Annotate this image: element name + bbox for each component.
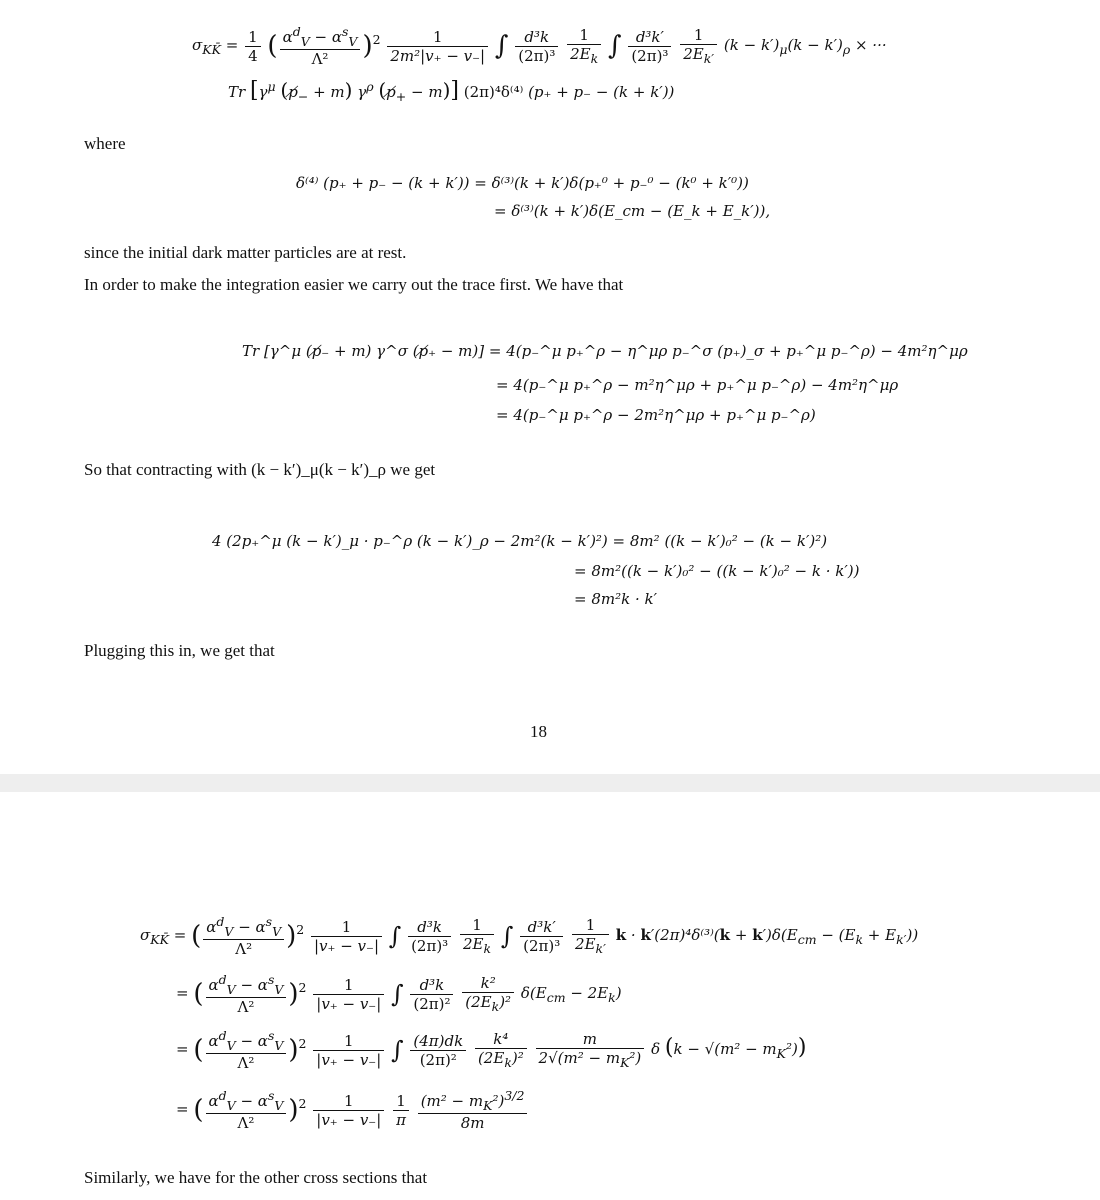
equation-trace xyxy=(242,338,968,438)
equation-cross-section-definition: $\sigma_{KK̄}$ = $\frac{1}{4}$ ( $\frac{\alpha^d_V - \alpha^s_V}{\text{Λ²}}$ )$^2$ $\frac{1}{\text{2m²|v₊ − v₋|}}$ ∫ $\frac{\text{d³k}}{\text{(2π)³}}$ $\frac{1}{2E_k}$ ∫ $\frac{\text{d³k′}}{\text{(2π)³}}$ $\frac{1}{2E_{k'}}$ $(k - k')_\mu(k - k')_\rho$ × ··· Tr [$\gamma^\mu$ $(p̸_- + m)$ $\gamma^\rho$ $(p̸_+ - m)$] (2π)⁴δ⁽⁴⁾ (p₊ + p₋ − (k + k′)) xyxy=(192,24,887,104)
paragraph-contracting: So that contracting with (k − k′)_μ(k − k′)_ρ we get xyxy=(84,460,436,479)
eq2-line1: δ⁽⁴⁾ (p₊ + p₋ − (k + k′)) = δ⁽³⁾(k + k′)δ(p₊⁰ + p₋⁰ − (k⁰ + k′⁰)) xyxy=(296,174,749,192)
equation-contraction xyxy=(212,528,892,618)
paragraph-similarly: Similarly, we have for the other cross sections that xyxy=(84,1168,428,1187)
equation-delta-function xyxy=(296,170,816,230)
paragraph-trace-intro: In order to make the integration easier we carry out the trace first. We have that xyxy=(84,275,624,294)
page-number: 18 xyxy=(530,722,547,741)
paragraph-plugging: Plugging this in, we get that xyxy=(84,641,275,660)
paragraph-where: where xyxy=(84,134,126,153)
eq2-line2: = δ⁽³⁾(k + k′)δ(E_cm − (E_k + E_k′)), xyxy=(494,202,771,220)
paper-page-19 xyxy=(0,792,1100,1200)
equation-cross-section-result: $\sigma_{KK̄}$ = ( $\frac{\alpha^d_V - \alpha^s_V}{\text{Λ²}}$ )$^2$ $\frac{1}{|v_+ - v_-|}$ ∫ $\frac{\text{d³k}}{\text{(2π)³}}$ $\frac{1}{2E_k}$ ∫ $\frac{\text{d³k′}}{\text{(2π)³}}$ $\frac{1}{2E_{k'}}$ $k \cdot k'(2\pi)^4\delta^{(3)}(k + k')\delta(E_{cm} - (E_k + E_{k'}))$ = ( $\frac{\alpha^d_V - \alpha^s_V}{\text{Λ²}}$ )$^2$ $\frac{1}{|v_+ - v_-|}$ ∫ $\frac{\text{d³k}}{\text{(2π)²}}$ $\frac{\text{k²}}{(2E_k)^2}$ $\delta(E_{cm} - 2E_k)$ = ( $\frac{\alpha^d_V - \alpha^s_V}{\text{Λ²}}$ )$^2$ $\frac{1}{|v_+ - v_-|}$ ∫ $\frac{(4\pi)dk}{\text{(2π)²}}$ $\frac{\text{k⁴}}{(2E_k)^2}$ $\frac{m}{2√(m^2 - m_K^2)}$ δ $(k - √(m^2 - m_K^2))$ = ( $\frac{\alpha^d_V - \alpha^s_V}{\text{Λ²}}$ )$^2$ $\frac{1}{|v_+ - v_-|}$ $\frac{1}{\pi}$ $\frac{(m^2 - m_K^2)^{3/2}}{8m}$ xyxy=(140,914,919,1132)
eq3-line3: = 4(p₋^μ p₊^ρ − 2m²η^μρ + p₊^μ p₋^ρ) xyxy=(496,406,816,424)
eq3-line2: = 4(p₋^μ p₊^ρ − m²η^μρ + p₊^μ p₋^ρ) − 4m²η^μρ xyxy=(496,376,899,394)
eq3-line1: Tr [γ^μ (p̸₋ + m) γ^σ (p̸₊ − m)] = 4(p₋^μ p₊^ρ − η^μρ p₋^σ (p₊)_σ + p₊^μ p₋^ρ) − 4m²η^μρ xyxy=(242,342,968,360)
eq4-line2: = 8m²((k − k′)₀² − ((k − k′)₀² − k · k′)) xyxy=(574,562,860,580)
page-gap xyxy=(0,774,1100,792)
eq4-line3: = 8m²k · k′ xyxy=(574,590,658,608)
paragraph-rest: since the initial dark matter particles are at rest. xyxy=(84,243,407,262)
eq4-line1: 4 (2p₊^μ (k − k′)_μ · p₋^ρ (k − k′)_ρ − 2m²(k − k′)²) = 8m² ((k − k′)₀² − (k − k′)²) xyxy=(212,532,828,550)
